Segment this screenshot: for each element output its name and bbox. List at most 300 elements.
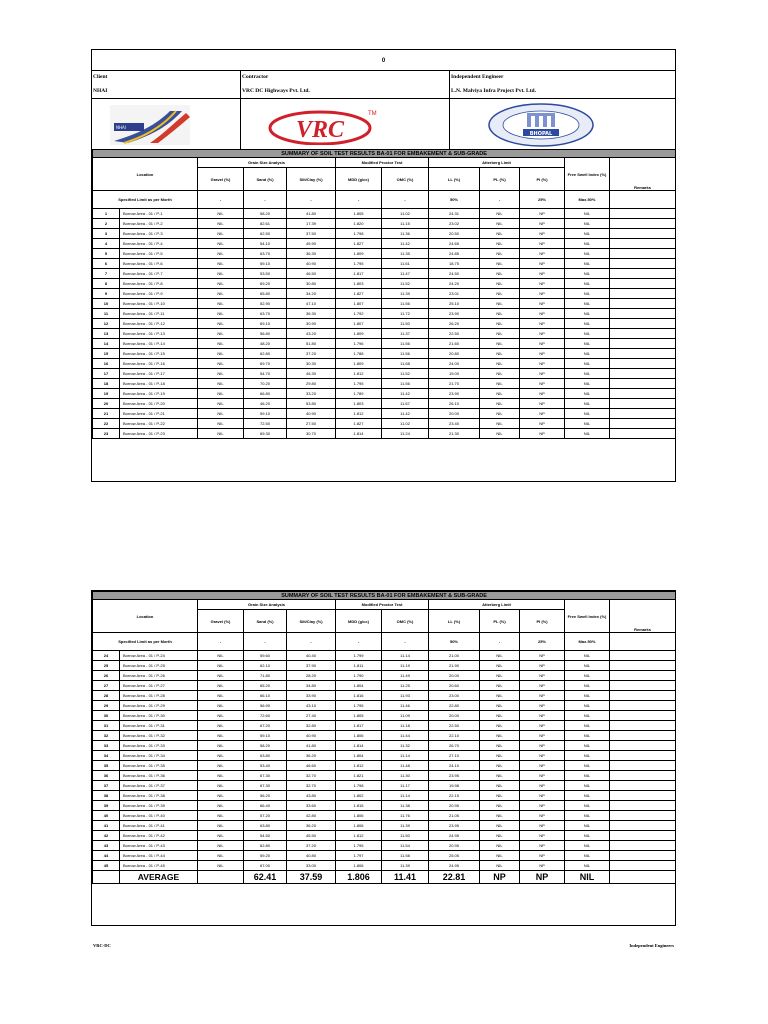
row-pl: NIL — [480, 691, 520, 701]
row-omc: 11.17 — [382, 781, 429, 791]
engineer-name: L.N. Malviya Infra Project Pvt. Ltd. — [451, 88, 536, 94]
row-mdd: 1.790 — [336, 671, 382, 681]
spec-fsi: Max.50% — [565, 633, 610, 651]
footer-engineer: Independent Engineers — [629, 943, 674, 948]
table-row — [93, 309, 676, 319]
row-pi: NP — [520, 851, 565, 861]
spec-sand: - — [244, 633, 287, 651]
row-sand: 54.50 — [244, 831, 287, 841]
row-sno: 28 — [93, 691, 120, 701]
row-silt-clay: 40.90 — [287, 409, 336, 419]
row-omc: 11.50 — [382, 831, 429, 841]
row-sno: 29 — [93, 701, 120, 711]
table-row — [93, 741, 676, 751]
row-sno: 24 — [93, 651, 120, 661]
row-fsi: NIL — [565, 701, 610, 711]
spec-pl: - — [480, 633, 520, 651]
row-sno: 8 — [93, 279, 120, 289]
row-gravel: NIL — [198, 289, 244, 299]
footer-contractor: VRC-DC — [93, 943, 111, 948]
row-remarks — [610, 259, 676, 269]
row-pl: NIL — [480, 761, 520, 771]
table-row — [93, 771, 676, 781]
row-pi: NP — [520, 711, 565, 721]
row-silt-clay: 36.30 — [287, 249, 336, 259]
row-mdd: 1.804 — [336, 681, 382, 691]
row-remarks — [610, 289, 676, 299]
row-silt-clay: 33.60 — [287, 801, 336, 811]
row-fsi: NIL — [565, 841, 610, 851]
row-pl: NIL — [480, 721, 520, 731]
row-ll: 22.50 — [429, 721, 480, 731]
row-fsi: NIL — [565, 269, 610, 279]
row-fsi: NIL — [565, 681, 610, 691]
row-silt-clay: 42.80 — [287, 811, 336, 821]
avg-sno — [93, 871, 120, 884]
row-omc: 11.02 — [382, 419, 429, 429]
row-gravel: NIL — [198, 359, 244, 369]
row-silt-clay: 43.10 — [287, 701, 336, 711]
row-sno: 35 — [93, 761, 120, 771]
row-remarks — [610, 831, 676, 841]
row-ll: 21.90 — [429, 661, 480, 671]
row-omc: 11.49 — [382, 671, 429, 681]
row-omc: 11.02 — [382, 209, 429, 219]
row-mdd: 1.827 — [336, 419, 382, 429]
row-sno: 45 — [93, 861, 120, 871]
row-ll: 24.65 — [429, 239, 480, 249]
row-mdd: 1.806 — [336, 861, 382, 871]
row-mdd: 1.820 — [336, 219, 382, 229]
report-sheet-1 — [91, 49, 676, 482]
row-sand: 48.20 — [244, 339, 287, 349]
row-ll: 27.10 — [429, 751, 480, 761]
row-silt-clay: 34.20 — [287, 289, 336, 299]
row-sno: 44 — [93, 851, 120, 861]
grain-size-header: Grain Size Analysis — [198, 158, 336, 168]
row-ll: 19.00 — [429, 369, 480, 379]
row-sno: 33 — [93, 741, 120, 751]
row-silt-clay: 41.80 — [287, 741, 336, 751]
row-gravel: NIL — [198, 259, 244, 269]
row-silt-clay: 51.80 — [287, 339, 336, 349]
row-gravel: NIL — [198, 319, 244, 329]
row-remarks — [610, 419, 676, 429]
row-omc: 11.32 — [382, 741, 429, 751]
row-gravel: NIL — [198, 831, 244, 841]
row-silt-clay: 45.30 — [287, 369, 336, 379]
row-sno: 22 — [93, 419, 120, 429]
row-omc: 11.42 — [382, 409, 429, 419]
row-sno: 10 — [93, 299, 120, 309]
row-gravel: NIL — [198, 419, 244, 429]
row-pi: NP — [520, 399, 565, 409]
sand-header: Sand (%) — [244, 168, 287, 191]
row-remarks — [610, 339, 676, 349]
row-gravel: NIL — [198, 651, 244, 661]
row-omc: 11.25 — [382, 681, 429, 691]
row-sno: 38 — [93, 791, 120, 801]
row-pi: NP — [520, 349, 565, 359]
row-mdd: 1.798 — [336, 781, 382, 791]
table-row — [93, 429, 676, 439]
row-pl: NIL — [480, 731, 520, 741]
row-pi: NP — [520, 219, 565, 229]
row-gravel: NIL — [198, 821, 244, 831]
row-pl: NIL — [480, 279, 520, 289]
row-omc: 11.47 — [382, 269, 429, 279]
row-location: Borrow Area - 01 / P-34 — [120, 751, 198, 761]
row-pi: NP — [520, 651, 565, 661]
row-sand: 59.10 — [244, 259, 287, 269]
row-gravel: NIL — [198, 661, 244, 671]
row-gravel: NIL — [198, 741, 244, 751]
table-row — [93, 801, 676, 811]
row-silt-clay: 30.90 — [287, 319, 336, 329]
row-gravel: NIL — [198, 309, 244, 319]
client-name: NHAI — [93, 88, 108, 94]
table-row — [93, 379, 676, 389]
row-location: Borrow Area - 01 / P-31 — [120, 721, 198, 731]
row-fsi: NIL — [565, 299, 610, 309]
row-sand: 59.10 — [244, 409, 287, 419]
row-ll: 20.00 — [429, 671, 480, 681]
row-remarks — [610, 671, 676, 681]
row-location: Borrow Area - 01 / P-22 — [120, 419, 198, 429]
proctor-header: Modified Proctor Test — [336, 600, 429, 610]
row-location: Borrow Area - 01 / P-40 — [120, 811, 198, 821]
row-silt-clay: 32.70 — [287, 771, 336, 781]
row-gravel: NIL — [198, 671, 244, 681]
row-ll: 20.95 — [429, 841, 480, 851]
row-pi: NP — [520, 791, 565, 801]
row-remarks — [610, 299, 676, 309]
row-ll: 23.90 — [429, 309, 480, 319]
pi-header: PI (%) — [520, 610, 565, 633]
spec-omc: - — [382, 191, 429, 209]
row-sand: 63.80 — [244, 821, 287, 831]
row-omc: 11.39 — [382, 861, 429, 871]
row-mdd: 1.805 — [336, 209, 382, 219]
table-row — [93, 399, 676, 409]
spec-gravel: - — [198, 633, 244, 651]
row-location: Borrow Area - 01 / P-27 — [120, 681, 198, 691]
row-omc: 11.68 — [382, 359, 429, 369]
row-gravel: NIL — [198, 701, 244, 711]
table-row — [93, 249, 676, 259]
row-ll: 22.80 — [429, 701, 480, 711]
row-gravel: NIL — [198, 751, 244, 761]
row-location: Borrow Area - 01 / P-39 — [120, 801, 198, 811]
row-fsi: NIL — [565, 419, 610, 429]
row-omc: 11.35 — [382, 249, 429, 259]
spec-ll: 50% — [429, 191, 480, 209]
table-row — [93, 701, 676, 711]
row-mdd: 1.817 — [336, 269, 382, 279]
row-pl: NIL — [480, 389, 520, 399]
row-pi: NP — [520, 781, 565, 791]
table-row — [93, 661, 676, 671]
row-sand: 46.20 — [244, 399, 287, 409]
row-ll: 23.00 — [429, 691, 480, 701]
row-sno: 34 — [93, 751, 120, 761]
row-sno: 7 — [93, 269, 120, 279]
row-fsi: NIL — [565, 851, 610, 861]
row-silt-clay: 37.90 — [287, 661, 336, 671]
row-mdd: 1.806 — [336, 811, 382, 821]
gravel-header: Gravel (%) — [198, 168, 244, 191]
spec-silt-clay: - — [287, 191, 336, 209]
row-sno: 39 — [93, 801, 120, 811]
row-fsi: NIL — [565, 389, 610, 399]
row-silt-clay: 32.70 — [287, 781, 336, 791]
row-sno: 40 — [93, 811, 120, 821]
row-pl: NIL — [480, 229, 520, 239]
row-mdd: 1.811 — [336, 661, 382, 671]
row-pi: NP — [520, 801, 565, 811]
proctor-header: Modified Proctor Test — [336, 158, 429, 168]
row-remarks — [610, 741, 676, 751]
row-location: Borrow Area - 01 / P-18 — [120, 379, 198, 389]
row-remarks — [610, 761, 676, 771]
spec-remarks — [610, 633, 676, 651]
row-gravel: NIL — [198, 811, 244, 821]
row-omc: 11.39 — [382, 821, 429, 831]
row-pl: NIL — [480, 781, 520, 791]
soil-table-2 — [92, 591, 676, 884]
row-sno: 5 — [93, 249, 120, 259]
row-location: Borrow Area - 01 / P-20 — [120, 399, 198, 409]
row-gravel: NIL — [198, 851, 244, 861]
row-silt-clay: 34.80 — [287, 681, 336, 691]
divider — [92, 70, 675, 71]
row-omc: 11.52 — [382, 279, 429, 289]
row-sand: 67.30 — [244, 771, 287, 781]
ll-header: LL (%) — [429, 610, 480, 633]
row-remarks — [610, 851, 676, 861]
row-gravel: NIL — [198, 399, 244, 409]
row-fsi: NIL — [565, 249, 610, 259]
row-omc: 11.38 — [382, 801, 429, 811]
table-row — [93, 329, 676, 339]
avg-gravel — [198, 871, 244, 884]
row-sand: 69.10 — [244, 319, 287, 329]
row-mdd: 1.814 — [336, 741, 382, 751]
row-remarks — [610, 219, 676, 229]
table-row — [93, 279, 676, 289]
row-ll: 24.00 — [429, 359, 480, 369]
row-fsi: NIL — [565, 239, 610, 249]
row-ll: 23.01 — [429, 289, 480, 299]
row-sand: 72.50 — [244, 419, 287, 429]
row-pi: NP — [520, 359, 565, 369]
row-omc: 11.24 — [382, 429, 429, 439]
svg-text:VRC: VRC — [295, 117, 345, 143]
table-row — [93, 239, 676, 249]
row-gravel: NIL — [198, 249, 244, 259]
row-sno: 1 — [93, 209, 120, 219]
row-pi: NP — [520, 811, 565, 821]
row-location: Borrow Area - 01 / P-36 — [120, 771, 198, 781]
row-gravel: NIL — [198, 861, 244, 871]
row-pl: NIL — [480, 841, 520, 851]
table-row — [93, 359, 676, 369]
row-pi: NP — [520, 229, 565, 239]
row-mdd: 1.807 — [336, 299, 382, 309]
row-location: Borrow Area - 01 / P-43 — [120, 841, 198, 851]
table-row — [93, 209, 676, 219]
row-gravel: NIL — [198, 229, 244, 239]
row-omc: 11.72 — [382, 309, 429, 319]
row-omc: 11.48 — [382, 761, 429, 771]
row-fsi: NIL — [565, 751, 610, 761]
row-fsi: NIL — [565, 339, 610, 349]
avg-pi: NP — [520, 871, 565, 884]
row-ll: 24.31 — [429, 209, 480, 219]
row-mdd: 1.815 — [336, 801, 382, 811]
row-location: Borrow Area - 01 / P-44 — [120, 851, 198, 861]
spec-pi: 25% — [520, 633, 565, 651]
remarks-header: Remarks — [610, 158, 676, 191]
row-sand: 59.10 — [244, 731, 287, 741]
row-sand: 69.70 — [244, 359, 287, 369]
row-location: Borrow Area - 01 / P-45 — [120, 861, 198, 871]
divider — [449, 70, 450, 149]
row-ll: 22.50 — [429, 329, 480, 339]
row-fsi: NIL — [565, 691, 610, 701]
row-ll: 24.95 — [429, 831, 480, 841]
row-fsi: NIL — [565, 399, 610, 409]
row-pi: NP — [520, 701, 565, 711]
row-pl: NIL — [480, 681, 520, 691]
row-gravel: NIL — [198, 761, 244, 771]
row-gravel: NIL — [198, 681, 244, 691]
atterberg-header: Atterberg Limit — [429, 158, 565, 168]
table-row — [93, 229, 676, 239]
row-ll: 24.50 — [429, 269, 480, 279]
row-silt-clay: 33.20 — [287, 389, 336, 399]
mdd-header: MDD (g/cc) — [336, 168, 382, 191]
silt-clay-header: Silt/Clay (%) — [287, 168, 336, 191]
row-sand: 56.90 — [244, 701, 287, 711]
divider — [240, 70, 241, 149]
vrc-logo — [268, 107, 378, 145]
spec-remarks — [610, 191, 676, 209]
row-sno: 26 — [93, 671, 120, 681]
row-pi: NP — [520, 861, 565, 871]
row-remarks — [610, 771, 676, 781]
row-location: Borrow Area - 01 / P-24 — [120, 651, 198, 661]
row-pi: NP — [520, 389, 565, 399]
table-row — [93, 319, 676, 329]
row-fsi: NIL — [565, 369, 610, 379]
ll-header: LL (%) — [429, 168, 480, 191]
location-header: Location — [93, 158, 198, 191]
row-silt-clay: 40.90 — [287, 731, 336, 741]
row-remarks — [610, 209, 676, 219]
row-silt-clay: 33.90 — [287, 691, 336, 701]
row-sno: 18 — [93, 379, 120, 389]
row-mdd: 1.827 — [336, 289, 382, 299]
row-silt-clay: 36.20 — [287, 821, 336, 831]
row-mdd: 1.812 — [336, 831, 382, 841]
row-pl: NIL — [480, 249, 520, 259]
row-pl: NIL — [480, 399, 520, 409]
row-sand: 62.50 — [244, 229, 287, 239]
row-gravel: NIL — [198, 209, 244, 219]
spec-mdd: - — [336, 191, 382, 209]
row-gravel: NIL — [198, 379, 244, 389]
row-sno: 23 — [93, 429, 120, 439]
row-fsi: NIL — [565, 359, 610, 369]
row-fsi: NIL — [565, 219, 610, 229]
average-row — [93, 871, 676, 884]
row-pi: NP — [520, 761, 565, 771]
row-sno: 11 — [93, 309, 120, 319]
row-location: Borrow Area - 01 / P-4 — [120, 239, 198, 249]
row-omc: 11.14 — [382, 751, 429, 761]
row-sno: 2 — [93, 219, 120, 229]
row-mdd: 1.809 — [336, 359, 382, 369]
row-silt-clay: 37.20 — [287, 841, 336, 851]
row-omc: 11.15 — [382, 219, 429, 229]
row-gravel: NIL — [198, 349, 244, 359]
mdd-header: MDD (g/cc) — [336, 610, 382, 633]
row-pi: NP — [520, 821, 565, 831]
table-row — [93, 419, 676, 429]
row-location: Borrow Area - 01 / P-8 — [120, 279, 198, 289]
contractor-name: VRC DC Highways Pvt. Ltd. — [242, 88, 310, 94]
row-fsi: NIL — [565, 801, 610, 811]
row-sand: 70.20 — [244, 379, 287, 389]
row-ll: 24.10 — [429, 761, 480, 771]
row-pl: NIL — [480, 741, 520, 751]
row-omc: 11.19 — [382, 661, 429, 671]
row-pi: NP — [520, 289, 565, 299]
row-location: Borrow Area - 01 / P-29 — [120, 701, 198, 711]
row-fsi: NIL — [565, 671, 610, 681]
row-pl: NIL — [480, 219, 520, 229]
row-mdd: 1.802 — [336, 791, 382, 801]
row-remarks — [610, 239, 676, 249]
row-pi: NP — [520, 299, 565, 309]
row-location: Borrow Area - 01 / P-32 — [120, 731, 198, 741]
row-pi: NP — [520, 319, 565, 329]
row-location: Borrow Area - 01 / P-2 — [120, 219, 198, 229]
row-silt-clay: 46.60 — [287, 761, 336, 771]
table-row — [93, 761, 676, 771]
row-ll: 21.00 — [429, 651, 480, 661]
row-fsi: NIL — [565, 229, 610, 239]
row-sno: 12 — [93, 319, 120, 329]
row-remarks — [610, 861, 676, 871]
avg-ll: 22.81 — [429, 871, 480, 884]
row-pl: NIL — [480, 409, 520, 419]
row-sand: 67.20 — [244, 721, 287, 731]
row-silt-clay: 43.80 — [287, 791, 336, 801]
row-gravel: NIL — [198, 841, 244, 851]
row-pi: NP — [520, 661, 565, 671]
row-fsi: NIL — [565, 821, 610, 831]
table-row — [93, 751, 676, 761]
row-silt-clay: 40.80 — [287, 851, 336, 861]
row-pi: NP — [520, 269, 565, 279]
row-mdd: 1.789 — [336, 389, 382, 399]
row-sand: 71.80 — [244, 671, 287, 681]
row-location: Borrow Area - 01 / P-17 — [120, 369, 198, 379]
free-swell-header: Free Swell Index (%) — [565, 158, 610, 191]
row-sno: 31 — [93, 721, 120, 731]
